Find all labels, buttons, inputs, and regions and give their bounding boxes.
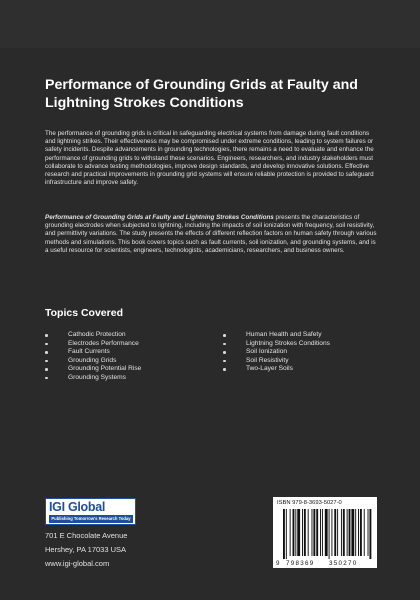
bullet-icon	[45, 334, 48, 337]
barcode-bar	[334, 509, 336, 556]
barcode-bar	[369, 509, 371, 559]
publisher-address-line2: Hershey, PA 17033 USA	[45, 545, 127, 554]
barcode-bar	[355, 509, 356, 556]
bullet-icon	[45, 377, 48, 380]
barcode-bar	[341, 509, 342, 556]
bullet-icon	[45, 360, 48, 363]
barcode-bar	[295, 509, 296, 556]
barcode-bar	[320, 509, 321, 556]
barcode-bar	[293, 509, 295, 556]
intro-paragraph: The performance of grounding grids is critical in safeguarding electrical systems from damage during fault conditions and lightning strikes. Their effectiveness may be compromised under extreme conditions, leading to system failures or safety incidents. Despite advancements in grounding technologies, there remains a need to evaluate and enhance the performance of grounding grids to withstand these scenarios. Engineers, researchers, and industry stakeholders must collaborate to advance testing methodologies, improve design standards, and develop innovative solutions. Effective research and practical improvements in grounding grid systems will ensure reliable protection is provided to safeguard infrastructure and improve safety.	[45, 130, 374, 187]
bullet-icon	[223, 360, 226, 363]
barcode-bar	[343, 509, 345, 556]
barcode-digits-group1: 798369	[286, 560, 315, 567]
topic-item: Soil Resistivity	[223, 357, 383, 366]
bullet-icon	[45, 368, 48, 371]
topics-list-right	[223, 331, 383, 374]
bullet-icon	[223, 351, 226, 354]
topic-item: Fault Currents	[45, 348, 205, 357]
barcode-bar	[347, 509, 348, 556]
barcode-bar	[312, 509, 313, 556]
barcode-bar	[283, 509, 285, 559]
barcode-bar	[349, 509, 351, 556]
barcode-bar	[302, 509, 303, 556]
top-band	[0, 0, 420, 48]
barcode-bar	[364, 509, 365, 556]
topic-item: Grounding Grids	[45, 357, 205, 366]
barcode-bar	[358, 509, 359, 556]
barcode-bar	[322, 509, 323, 556]
topic-item: Grounding Systems	[45, 374, 205, 383]
isbn-barcode	[273, 497, 377, 568]
bullet-icon	[45, 351, 48, 354]
publisher-address-line1: 701 E Chocolate Avenue	[45, 531, 128, 540]
topic-item: Cathodic Protection	[45, 331, 205, 340]
topic-item: Human Health and Safety	[223, 331, 383, 340]
barcode-bar	[331, 509, 332, 556]
book-title: Performance of Grounding Grids at Faulty and Lightning Strokes Conditions	[45, 77, 358, 111]
topics-list-left	[45, 331, 205, 383]
barcode-bar	[368, 509, 369, 556]
topic-item: Two-Layer Soils	[223, 365, 383, 374]
publisher-logo-tagline: Publishing Tomorrow's Research Today	[49, 515, 133, 523]
barcode-digit-lead: 9	[276, 560, 280, 567]
barcode-bars	[283, 509, 371, 559]
barcode-bar	[286, 509, 287, 559]
bullet-icon	[223, 343, 226, 346]
publisher-website: www.igi-global.com	[45, 559, 110, 568]
barcode-bar	[337, 509, 338, 556]
description-body: presents the characteristics of grounding electrodes when subjected to lightning, including the impacts of soil ionization with frequency, soil resistivity, and permittivity variations. The study presents the effects of different reflection factors on human safety through various methods and simulations. This book covers topics such as fault currents, soil ionization, and grounding systems, and is a useful resource for scientists, engineers, technologists, academicians, researchers, and business owners.	[45, 214, 377, 254]
barcode-bar	[316, 509, 318, 556]
topic-item: Grounding Potential Rise	[45, 365, 205, 374]
publisher-logo-text: IGI Global	[49, 500, 106, 514]
barcode-bar	[329, 509, 330, 559]
topic-item: Soil Ionization	[223, 348, 383, 357]
bullet-icon	[45, 343, 48, 346]
description-paragraph	[45, 214, 380, 255]
bullet-icon	[223, 368, 226, 371]
barcode-bar	[308, 509, 309, 556]
description-lead-title: Performance of Grounding Grids at Faulty and Lightning Strokes Conditions	[45, 214, 274, 221]
bullet-icon	[223, 334, 226, 337]
topic-item: Electrodes Performance	[45, 340, 205, 349]
barcode-bar	[325, 509, 328, 556]
isbn-label: ISBN 979-8-3693-5027-0	[277, 500, 342, 506]
barcode-bar	[297, 509, 300, 556]
barcode-bar	[304, 509, 306, 556]
publisher-logo	[45, 498, 136, 525]
barcode-graphic	[273, 497, 377, 568]
barcode-bar	[313, 509, 315, 556]
barcode-bar	[351, 509, 354, 556]
barcode-bar	[360, 509, 362, 556]
barcode-bar	[290, 509, 291, 556]
topic-item: Lightning Strokes Conditions	[223, 340, 383, 349]
barcode-digits-group2: 350270	[329, 560, 358, 567]
topics-heading: Topics Covered	[45, 307, 123, 319]
